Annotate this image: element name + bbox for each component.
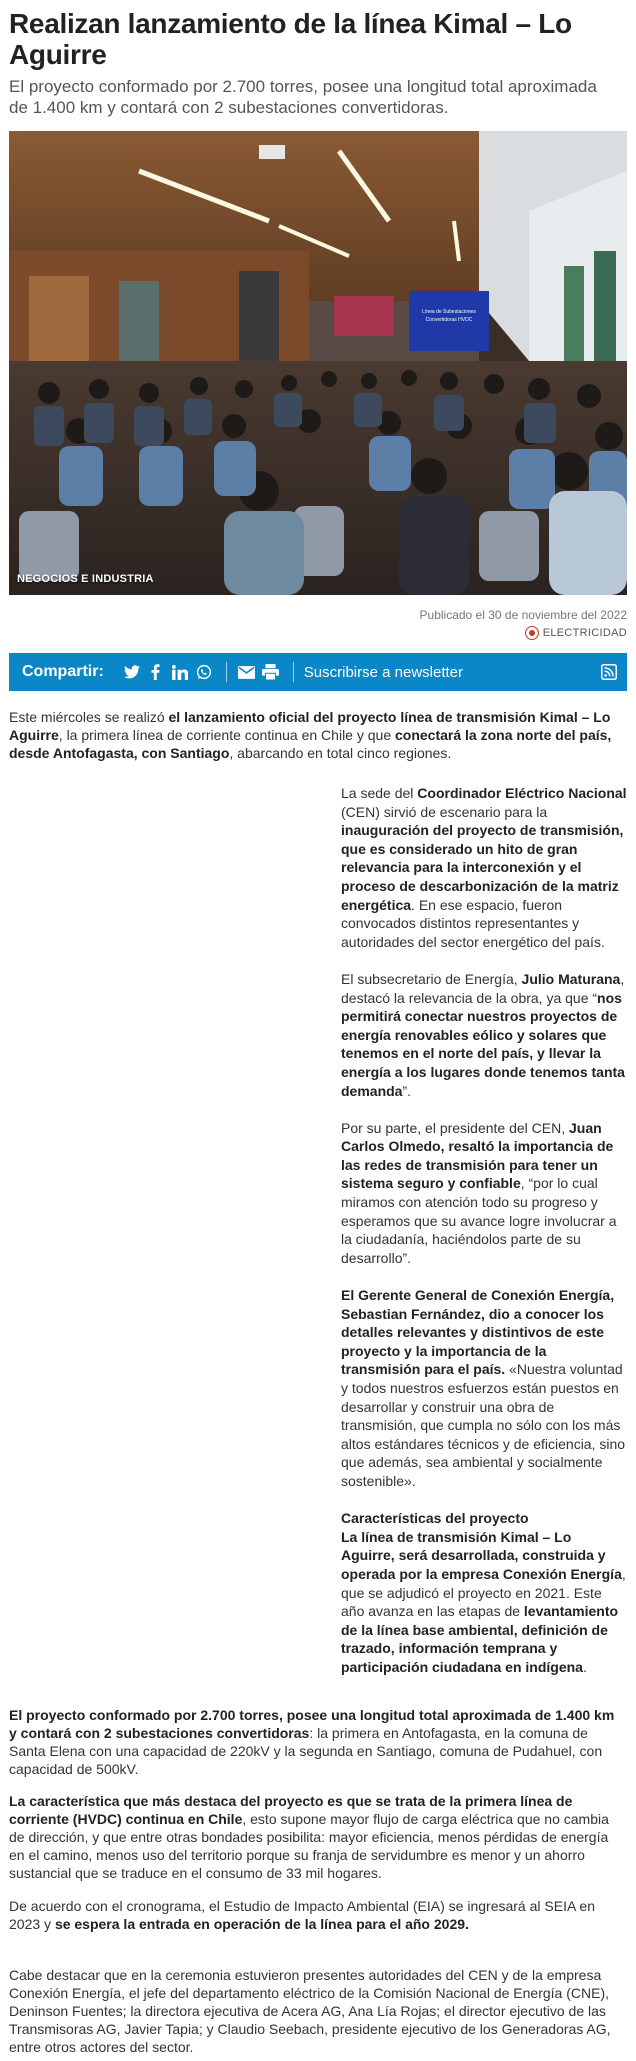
- paragraph-characteristics: Características del proyecto La línea de transmisión Kimal – Lo Aguirre, será desarrollada, construida y operada por la empresa Conexión Energía, que se adjudicó el proyecto en 2021. Este año avanza en las etapas de levantamiento de la línea base ambiental, definición de trazado, información temprana y participación ciudadana en indígena.: [341, 1510, 626, 1675]
- article-column: [341, 784, 627, 1695]
- image-category-tag[interactable]: NEGOCIOS E INDUSTRIA: [17, 573, 154, 585]
- article-subtitle: El proyecto conformado por 2.700 torres, posee una longitud total aproximada de 1.400 km y contará con 2 subestaciones convertidoras.: [9, 77, 597, 117]
- screen-text-2: Convertidoras HVDC: [425, 317, 473, 323]
- characteristics-heading: Características del proyecto: [341, 1510, 529, 1527]
- paragraph-hvdc: La característica que más destaca del proyecto es que se trata de la primera línea de corriente (HVDC) continua en Chile, esto supone mayor flujo de carga eléctrica que no cambia de dirección, y que entre otras bondades posibilita: mayor eficiencia, menos pérdidas de energía en el camino, menos uso del territorio porque su franja de servidumbre es menor y un ahorro sustancial que se traduce en el consumo de 33 mil hogares.: [9, 1793, 609, 1881]
- newsletter-link[interactable]: Suscribirse a newsletter: [303, 663, 464, 681]
- share-label: Compartir:: [22, 663, 104, 680]
- linkedin-icon[interactable]: [170, 662, 190, 682]
- paragraph-schedule: De acuerdo con el cronograma, el Estudio de Impacto Ambiental (EIA) se ingresará al SEIA en 2023 y se espera la entrada en operación de la línea para el año 2029.: [9, 1898, 595, 1932]
- facebook-icon[interactable]: [146, 662, 166, 682]
- paragraph-cen: La sede del Coordinador Eléctrico Nacional (CEN) sirvió de escenario para la inauguración del proyecto de transmisión, que es considerado un hito de gran relevancia para la interconexión y el proceso de descarbonización de la matriz energética. En ese espacio, fueron convocados distintos representantes y autoridades del sector energético del país.: [341, 785, 627, 950]
- paragraph-maturana: El subsecretario de Energía, Julio Maturana, destacó la relevancia de la obra, ya que “nos permitirá conectar nuestros proyectos de energía renovables eólico y solares que tenemos en el norte del país, y llevar la energía a los lugares donde tenemos tanta demanda”.: [341, 970, 625, 1099]
- twitter-icon[interactable]: [122, 662, 142, 682]
- mail-icon[interactable]: [237, 662, 257, 682]
- paragraph-olmedo: Por su parte, el presidente del CEN, Juan Carlos Olmedo, resaltó la importancia de las redes de transmisión para tener un sistema seguro y confiable, “por lo cual miramos con atención todo su progreso y esperamos que su avance logre involucrar a la ciudadanía, haciéndolos parte de su desarrollo”.: [341, 1119, 617, 1266]
- publication-date: Publicado el 30 de noviembre del 2022: [419, 608, 627, 622]
- article-title: Realizan lanzamiento de la línea Kimal – Lo Aguirre: [9, 8, 572, 70]
- share-divider: [293, 662, 294, 682]
- hero-image: [9, 131, 627, 595]
- paragraph-fernandez: El Gerente General de Conexión Energía, Sebastian Fernández, dio a conocer los detalles relevantes y distintivos de este proyecto y la importancia de la transmisión para el país. «Nuestra voluntad y todos nuestros esfuerzos están puestos en desarrollar y construir una obra de transmisión, que cumpla no sólo con los más altos estándares técnicos y de eficiencia, sino que además, sea ambiental y socialmente sostenible».: [341, 1287, 626, 1489]
- section-label[interactable]: [525, 626, 627, 640]
- section-icon: [525, 626, 539, 640]
- paragraph-attendees: Cabe destacar que en la ceremonia estuvieron presentes autoridades del CEN y de la empresa Conexión Energía, el jefe del departamento eléctrico de la Comisión Nacional de Energía (CNE), Deninson Fuentes; la directora ejecutiva de Acera AG, Ana Lía Rojas; el director ejecutivo de las Transmisoras AG, Javier Tapia; y Claudio Seebach, presidente ejecutivo de los Generadoras AG, entre otros actores del sector.: [9, 1967, 611, 2055]
- conference-photo: [9, 131, 627, 595]
- screen-text-1: Línea de Subestaciones: [422, 309, 476, 315]
- section-name: ELECTRICIDAD: [542, 627, 627, 639]
- whatsapp-icon[interactable]: [194, 662, 214, 682]
- rss-icon[interactable]: [601, 664, 617, 680]
- share-bar: [9, 653, 627, 691]
- article-lead: Este miércoles se realizó el lanzamiento oficial del proyecto línea de transmisión Kimal – Lo Aguirre, la primera línea de corriente continua en Chile y que conectará la zona norte del país, desde Antofagasta, con Santiago, abarcando en total cinco regiones.: [9, 709, 612, 761]
- paragraph-towers: El proyecto conformado por 2.700 torres, posee una longitud total aproximada de 1.400 km y contará con 2 subestaciones convertidoras: la primera en Antofagasta, en la comuna de Santa Elena con una capacidad de 220kV y la segunda en Santiago, comuna de Pudahuel, con capacidad de 500kV.: [9, 1707, 615, 1777]
- print-icon[interactable]: [261, 662, 281, 682]
- share-divider: [226, 662, 227, 682]
